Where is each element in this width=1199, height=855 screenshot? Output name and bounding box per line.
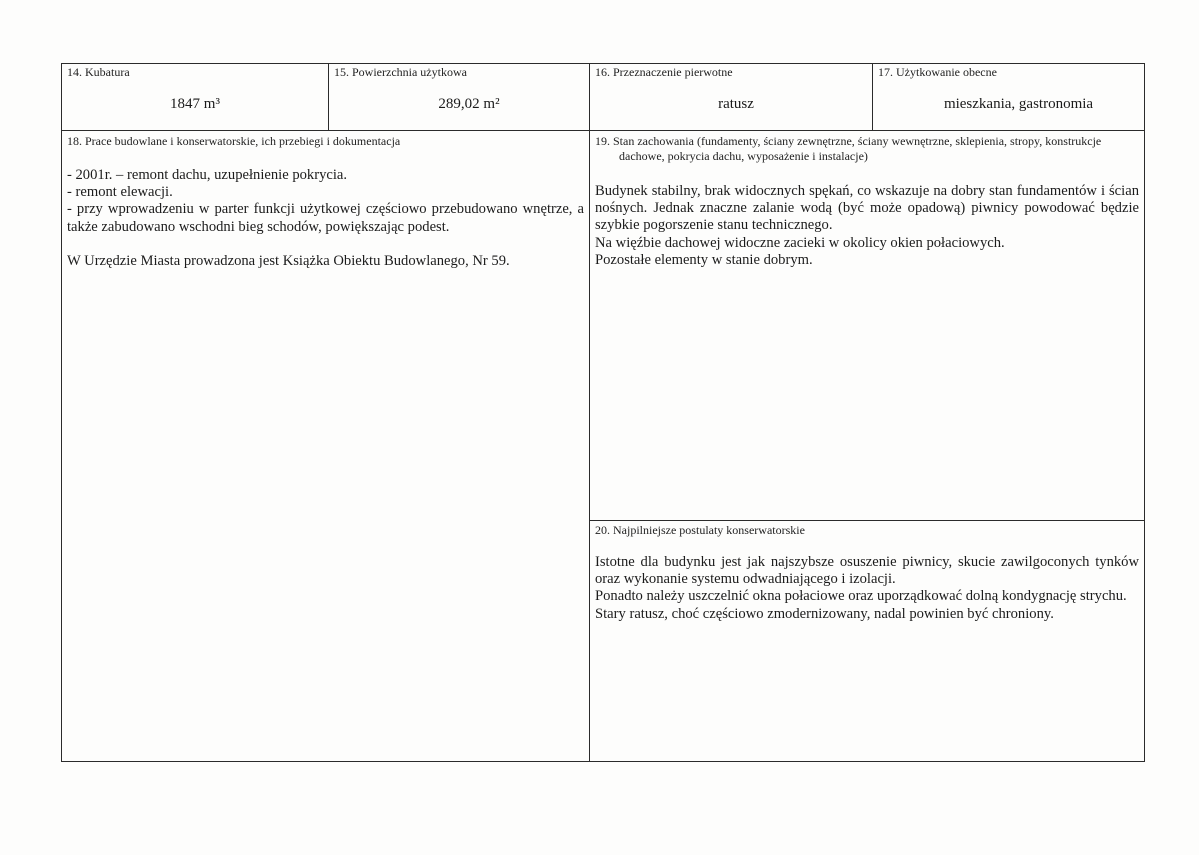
- condition-text: Pozostałe elementy w stanie dobrym.: [595, 251, 813, 268]
- field-przeznaczenie: [589, 63, 873, 131]
- section-stan-zachowania: [589, 130, 1145, 521]
- field-value: ratusz: [718, 96, 754, 112]
- section-label: 19. Stan zachowania (fundamenty, ściany zewnętrzne, ściany wewnętrzne, sklepienia, stropy, konstrukcje dachowe, pokrycia dachu, wyposażenie i instalacje): [595, 134, 1102, 163]
- field-powierzchnia: [328, 63, 590, 131]
- field-label: 14. Kubatura: [67, 65, 130, 79]
- postulate-text: Istotne dla budynku jest jak najszybsze osuszenie piwnicy, skucie zawilgoconych tynków oraz wykonanie systemu odwadniającego i izolacji.: [595, 554, 1139, 588]
- field-label: 17. Użytkowanie obecne: [878, 65, 997, 79]
- field-value: mieszkania, gastronomia: [943, 96, 1094, 112]
- postulate-text: Ponadto należy uszczelnić okna połaciowe oraz uporządkować dolną kondygnację strychu.: [595, 588, 1127, 605]
- building-book-note: W Urzędzie Miasta prowadzona jest Książka Obiektu Budowlanego, Nr 59.: [67, 252, 510, 269]
- postulate-text: Stary ratusz, choć częściowo zmodernizowany, nadal powinien być chroniony.: [595, 605, 1054, 622]
- field-label: 16. Przeznaczenie pierwotne: [595, 65, 733, 79]
- field-value: 289,02 m²: [438, 96, 500, 112]
- works-item: - remont elewacji.: [67, 184, 173, 201]
- works-item: - 2001r. – remont dachu, uzupełnienie pokrycia.: [67, 167, 348, 183]
- section-label: 20. Najpilniejsze postulaty konserwatorskie: [595, 523, 805, 537]
- section-body: [595, 183, 1139, 269]
- section-prace-budowlane: [61, 130, 590, 762]
- section-label: 18. Prace budowlane i konserwatorskie, ich przebiegi i dokumentacja: [67, 134, 401, 148]
- section-postulaty: [589, 520, 1145, 762]
- field-value: 1847 m³: [170, 96, 220, 112]
- works-item: - przy wprowadzeniu w parter funkcji użytkowej częściowo przebudowano wnętrze, a także zabudowano wschodni bieg schodów, powiększając podest.: [67, 201, 584, 235]
- field-kubatura: [61, 63, 329, 131]
- field-label: 15. Powierzchnia użytkowa: [334, 65, 467, 79]
- field-uzytkowanie: [872, 63, 1145, 131]
- condition-text: Budynek stabilny, brak widocznych spękań, co wskazuje na dobry stan fundamentów i ścian nośnych. Jednak znaczne zalanie wodą (być może opadową) piwnicy powodować będzie szybkie pogorszenie stanu technicznego.: [595, 183, 1139, 234]
- section-body: [67, 167, 584, 270]
- condition-text: Na więźbie dachowej widoczne zacieki w okolicy okien połaciowych.: [595, 234, 1005, 251]
- section-body: [595, 554, 1139, 623]
